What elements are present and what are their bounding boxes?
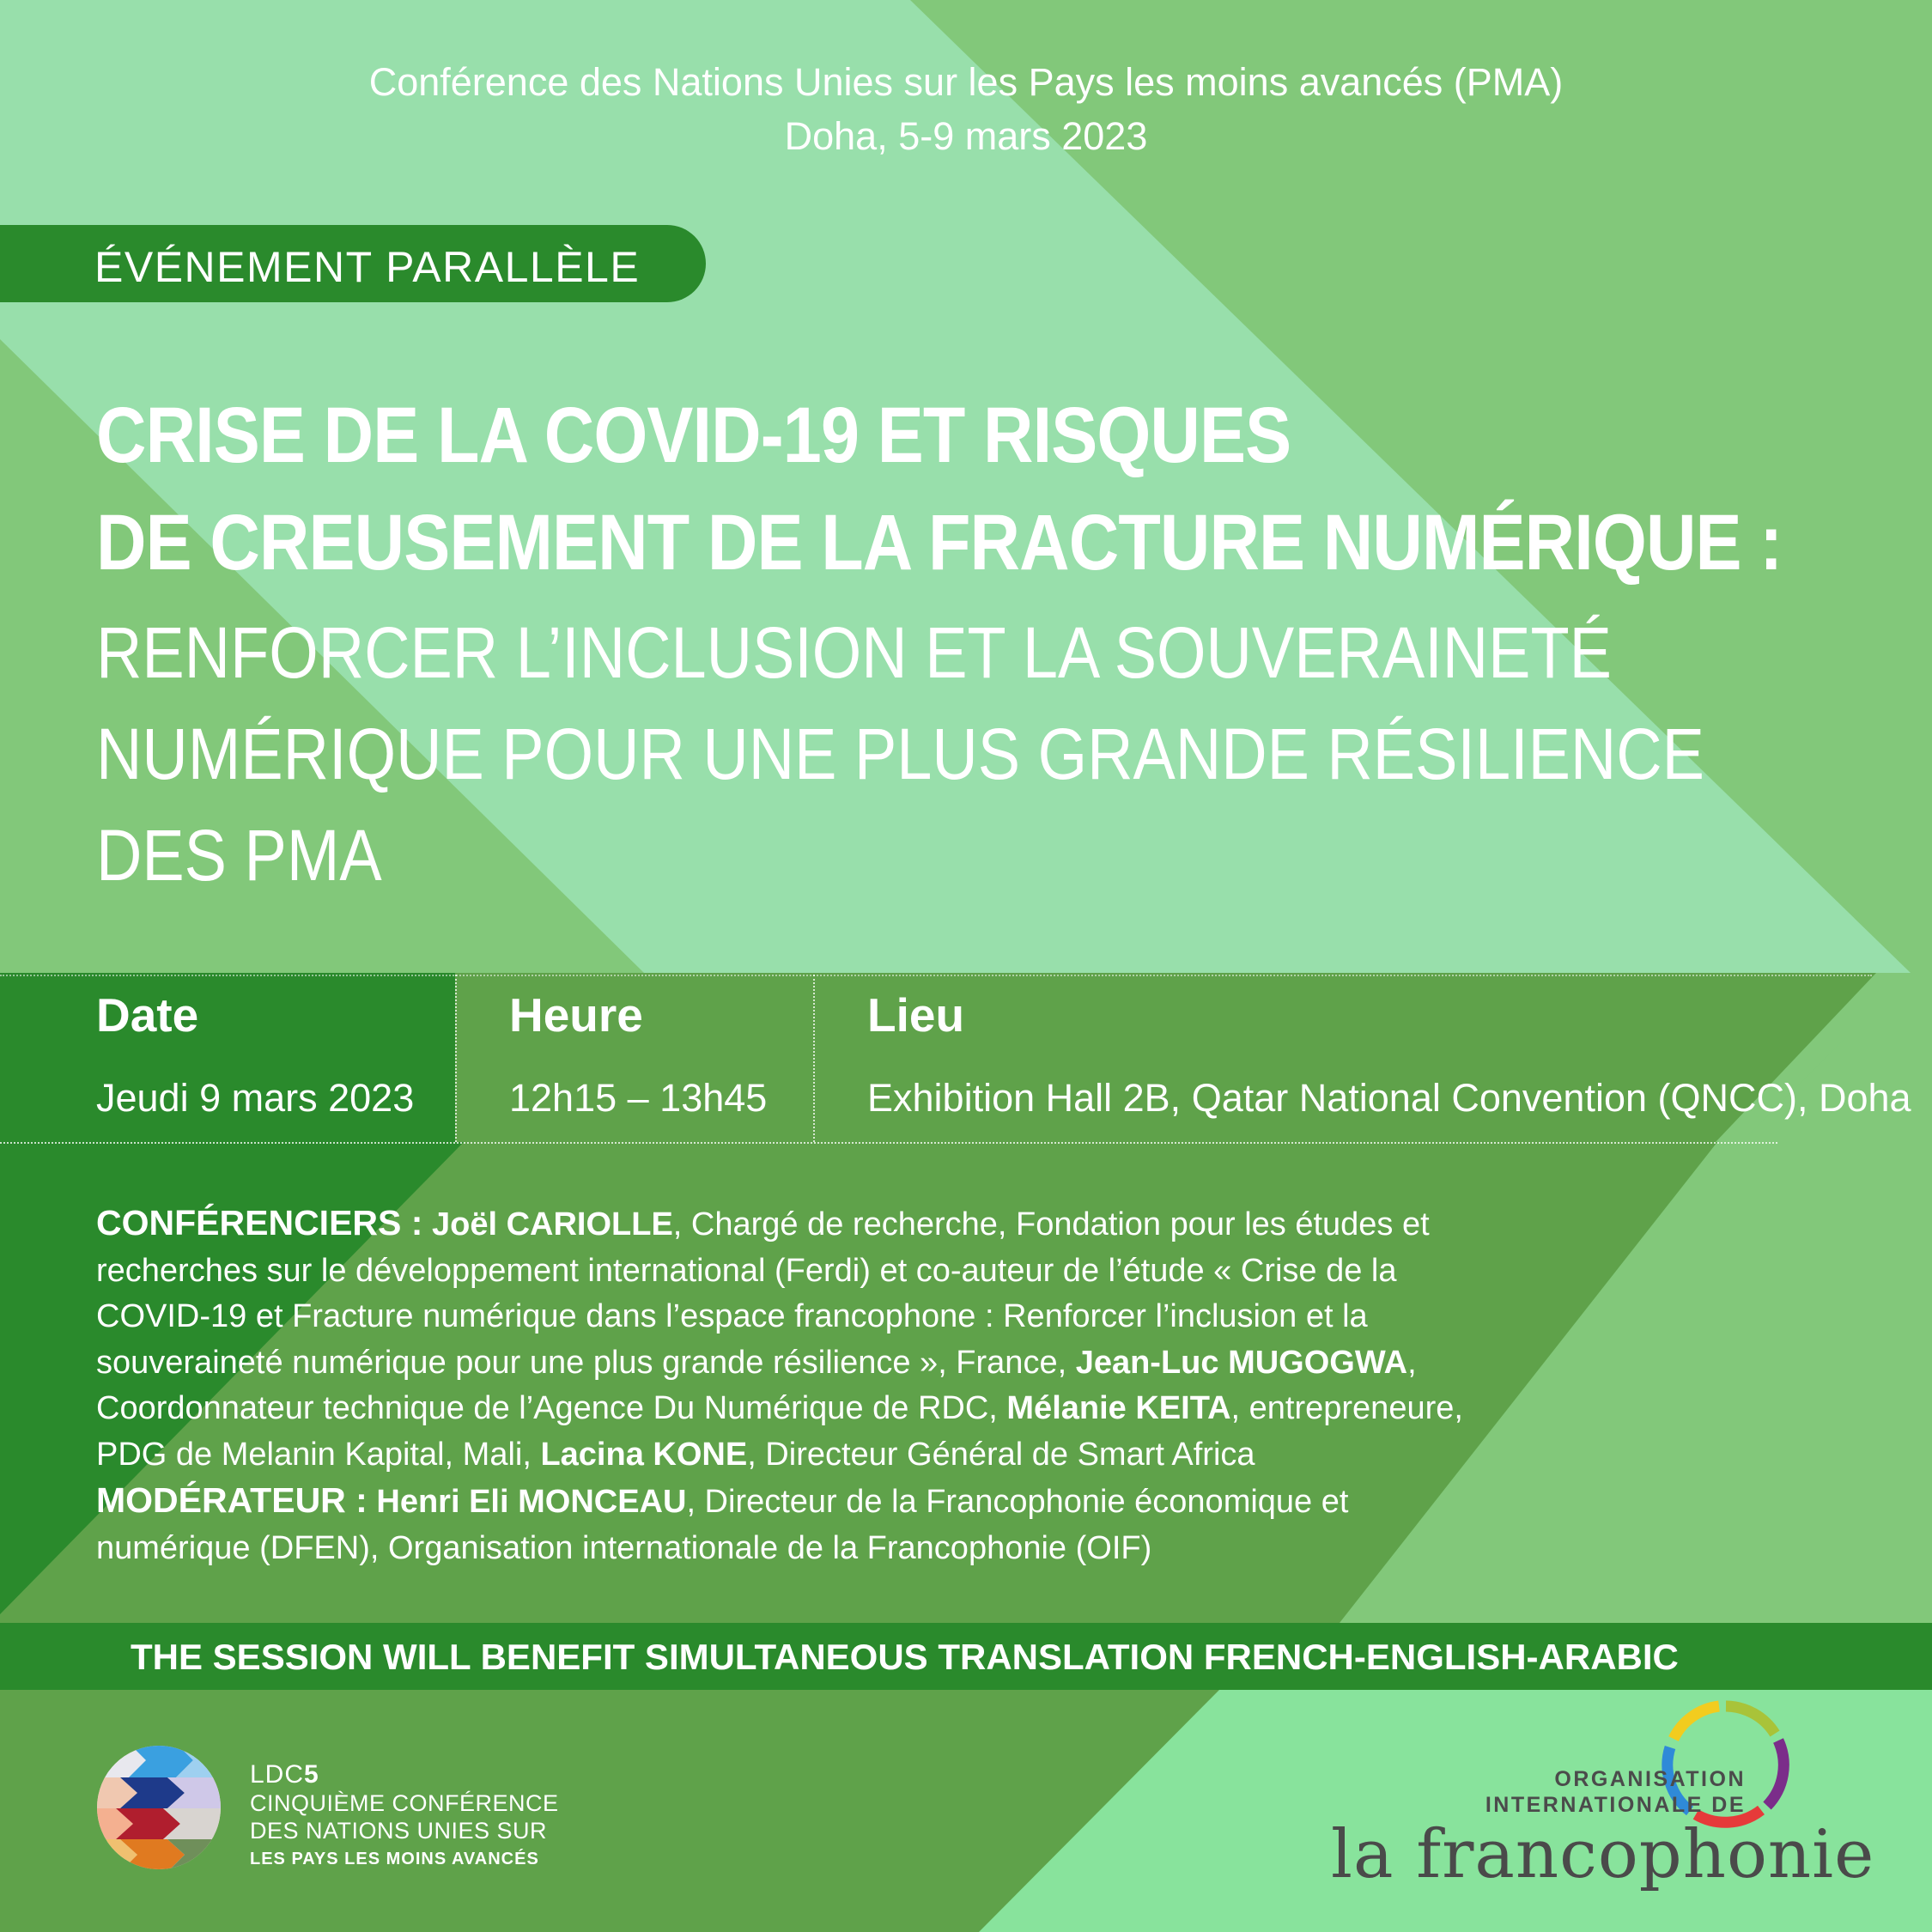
event-tag [0, 225, 706, 302]
translation-banner [0, 1623, 1932, 1690]
place-label: Lieu [867, 988, 965, 1042]
time-value: 12h15 – 13h45 [509, 1076, 768, 1120]
info-divider-1 [455, 975, 457, 1142]
speaker-name: Joël CARIOLLE [431, 1206, 673, 1242]
ldc5-line-2: DES NATIONS UNIES SUR [250, 1818, 548, 1844]
speaker-description: , Directeur Général de Smart Africa [747, 1436, 1255, 1473]
ldc5-number: 5 [304, 1760, 319, 1789]
time-label: Heure [509, 988, 643, 1042]
speakers-label: CONFÉRENCIERS : [96, 1203, 423, 1242]
ldc5-line-1: CINQUIÈME CONFÉRENCE [250, 1790, 559, 1816]
date-value: Jeudi 9 mars 2023 [96, 1076, 415, 1120]
title-line-2: DE CREUSEMENT DE LA FRACTURE NUMÉRIQUE : [96, 499, 1783, 586]
info-divider-2 [813, 975, 815, 1142]
place-value: Exhibition Hall 2B, Qatar National Convention (QNCC), Doha [867, 1076, 1911, 1120]
speaker-description: , Chargé de recherche, Fondation pour les études et recherches sur le développement international (Ferdi) et co-auteur de l’étude « Crise de la COVID-19 et Fracture numérique dans l’espace francophone : Renforcer l’inclusion et la souveraineté numérique pour une plus grande résilience », France, [96, 1206, 1430, 1381]
info-bottom-divider [0, 1142, 1777, 1144]
oif-org-line-2: INTERNATIONALE DE [1485, 1793, 1746, 1817]
speaker-name: Jean-Luc MUGOGWA [1075, 1344, 1408, 1381]
speaker-name: Lacina KONE [540, 1436, 748, 1473]
oif-org-line-1: ORGANISATION [1554, 1767, 1746, 1791]
ldc5-logo-icon [94, 1743, 223, 1872]
subtitle-line-3: DES PMA [96, 815, 382, 896]
moderator-name: Henri Eli MONCEAU [376, 1484, 687, 1520]
conference-title: Conférence des Nations Unies sur les Pays les moins avancés (PMA) [368, 60, 1564, 104]
ldc5-text [250, 1760, 559, 1869]
subtitle-line-1: RENFORCER L’INCLUSION ET LA SOUVERAINETÉ [96, 612, 1612, 693]
translation-banner-text: THE SESSION WILL BENEFIT SIMULTANEOUS TRANSLATION FRENCH-ENGLISH-ARABIC [131, 1637, 1679, 1677]
ldc5-line-3: LES PAYS LES MOINS AVANCÉS [250, 1850, 539, 1868]
speaker-description: , Coordonnateur technique de l’Agence Du Numérique de RDC, [96, 1344, 1417, 1426]
moderator-label: MODÉRATEUR : [96, 1480, 368, 1520]
speaker-name: Mélanie KEITA [1006, 1390, 1231, 1426]
speaker-description: , entrepreneure, PDG de Melanin Kapital, Mali, [96, 1390, 1463, 1473]
date-label: Date [96, 988, 199, 1042]
moderator-description: , Directeur de la Francophonie économique et numérique (DFEN), Organisation internationale de la Francophonie (OIF) [96, 1484, 1349, 1566]
title-line-1: CRISE DE LA COVID-19 ET RISQUES [96, 392, 1291, 479]
event-tag-label: ÉVÉNEMENT PARALLÈLE [94, 243, 641, 291]
info-top-divider [0, 975, 1872, 976]
speakers-block [96, 1200, 1470, 1571]
ldc5-prefix: LDC [250, 1760, 305, 1789]
subtitle-line-2: NUMÉRIQUE POUR UNE PLUS GRANDE RÉSILIENCE [96, 714, 1704, 794]
conference-place-date: Doha, 5-9 mars 2023 [784, 114, 1148, 158]
oif-wordmark: la francophonie [1331, 1816, 1875, 1893]
